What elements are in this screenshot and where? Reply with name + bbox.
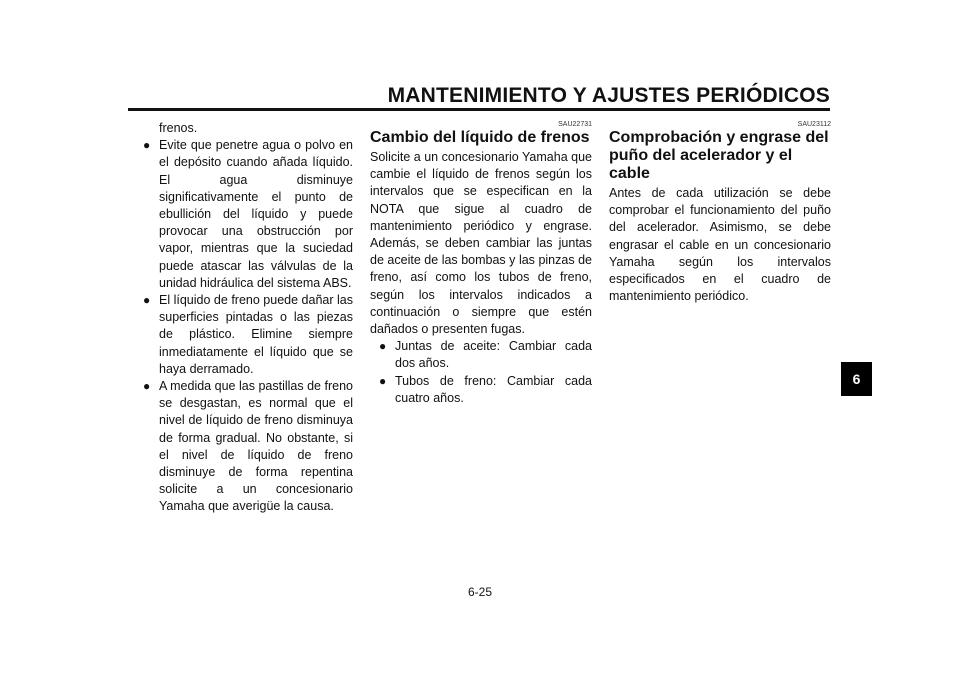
bullet-icon: ●	[143, 138, 151, 153]
bullet-icon: ●	[143, 379, 151, 394]
bullet-icon: ●	[143, 293, 151, 308]
bullet-icon: ●	[379, 373, 387, 388]
column-middle	[370, 120, 592, 407]
section-code: SAU23112	[797, 121, 831, 128]
section-body: Antes de cada utilización se debe comprobar el funcionamiento del puño del acelerador. Asimismo, se debe engrasar el cable en un concesionario Yamaha según los intervalos especificados en el cuadro de mantenimiento periódico.	[609, 186, 831, 304]
continued-text: frenos.	[159, 121, 198, 135]
chapter-tab: 6	[841, 362, 872, 396]
page-header-title: MANTENIMIENTO Y AJUSTES PERIÓDICOS	[387, 84, 830, 107]
section-title: Cambio del líquido de frenos	[370, 129, 590, 146]
list-item: ● Tubos de freno: Cambiar cada cuatro años.	[379, 373, 592, 405]
list-item: ● Juntas de aceite: Cambiar cada dos años.	[379, 339, 592, 371]
bullet-icon: ●	[379, 339, 387, 354]
list-item: ● El líquido de freno puede dañar las superficies pintadas o las piezas de plástico. Elimine siempre inmediatamente el líquido que se haya derramado.	[143, 293, 353, 376]
column-right	[609, 120, 831, 305]
header-rule	[128, 108, 830, 111]
section-code: SAU22731	[558, 121, 592, 128]
list-item: ● Evite que penetre agua o polvo en el depósito cuando añada líquido. El agua disminuye significativamente el punto de ebullición del líquido y puede provocar una obstrucción por vapor, mientras que la suciedad puede atascar las válvulas de la unidad hidráulica del sistema ABS.	[143, 138, 353, 290]
page-number: 6-25	[467, 585, 493, 599]
section-body: Solicite a un concesionario Yamaha que cambie el líquido de frenos según los intervalos que se especifican en la NOTA que sigue al cuadro de mantenimiento periódico y engrase. Además, se deben cambiar las juntas de aceite de las bombas y las pinzas de freno, así como los tubos de freno, según los intervalos indicados a continuación o siempre que estén dañados o presenten fugas.	[370, 150, 592, 337]
warning-list	[143, 137, 353, 515]
section-title: Comprobación y engrase del puño del acelerador y el cable	[609, 129, 829, 182]
interval-list	[370, 338, 592, 407]
list-item: ● A medida que las pastillas de freno se desgastan, es normal que el nivel de líquido de freno disminuya de forma gradual. No obstante, si el nivel de líquido de freno disminuye de forma repentina solicite a un concesionario Yamaha que averigüe la causa.	[143, 379, 353, 514]
column-left	[143, 120, 353, 516]
